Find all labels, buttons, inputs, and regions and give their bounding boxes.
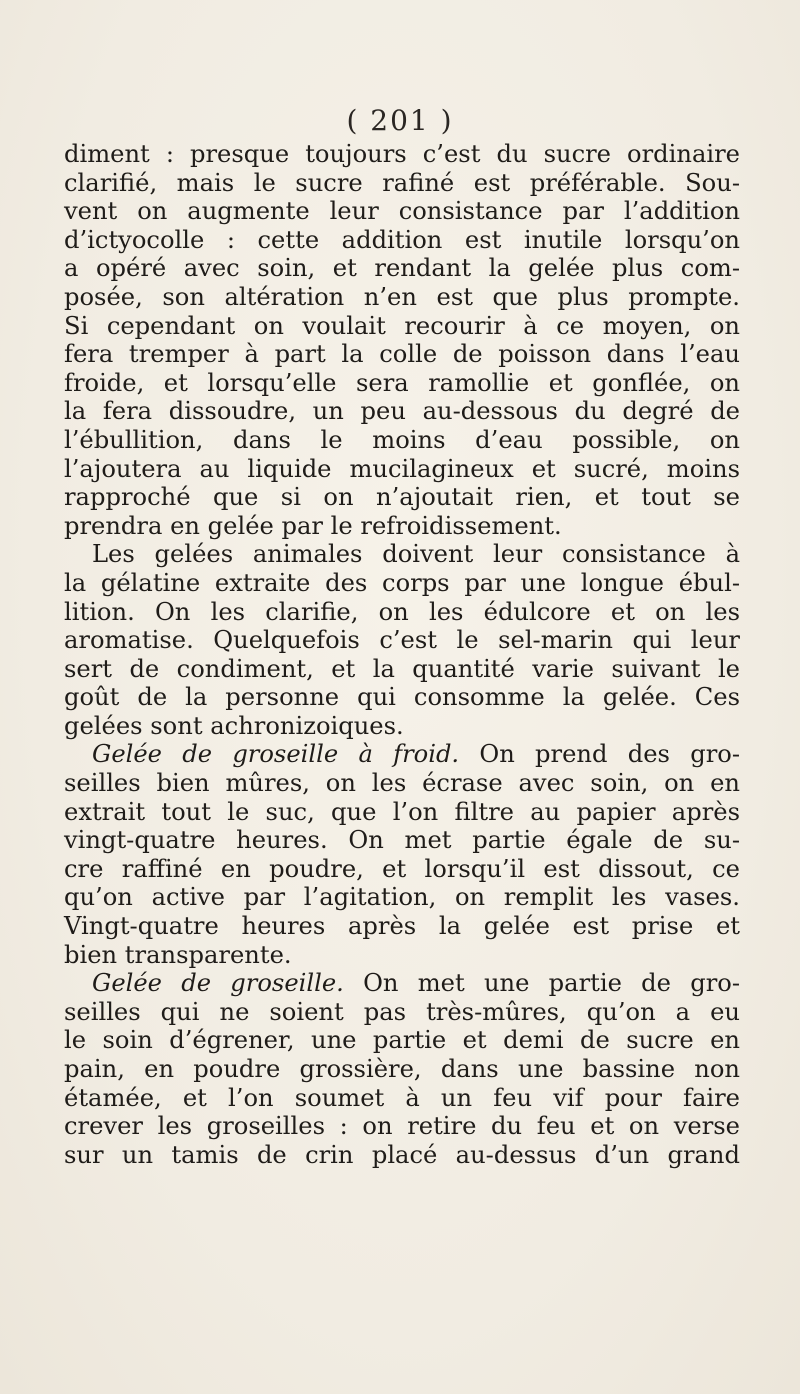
body-text	[64, 140, 740, 1169]
text-line: lition. On les clarifie, on les édulcore et on les	[64, 597, 740, 626]
text-line: l’ajoutera au liquide mucilagineux et sucré, moins	[64, 454, 740, 483]
text-line: vingt-quatre heures. On met partie égale de su-	[64, 826, 740, 855]
text-line: cre raffiné en poudre, et lorsqu’il est dissout, ce	[64, 854, 740, 883]
text-line: rapproché que si on n’ajoutait rien, et tout se	[64, 483, 740, 512]
text-line: seilles qui ne soient pas très-mûres, qu’on a eu	[64, 997, 740, 1026]
paragraph-start-line: Les gelées animales doivent leur consistance à	[92, 540, 740, 569]
recipe-heading-line: Gelée de groseille à froid. On prend des gro-	[92, 740, 741, 769]
text-line: goût de la personne qui consomme la gelée. Ces	[64, 683, 740, 712]
text-line: sert de condiment, et la quantité varie suivant le	[64, 654, 740, 683]
text-line: Vingt-quatre heures après la gelée est prise et	[64, 912, 740, 941]
text-line: crever les groseilles : on retire du feu et on verse	[64, 1112, 740, 1141]
text-line: étamée, et l’on soumet à un feu vif pour faire	[64, 1083, 740, 1112]
text-line: la gélatine extraite des corps par une longue ébul-	[64, 568, 740, 597]
text-line: vent on augmente leur consistance par l’addition	[64, 197, 740, 226]
text-line: Si cependant on voulait recourir à ce moyen, on	[64, 311, 740, 340]
text-line: clarifié, mais le sucre rafiné est préférable. Sou-	[64, 168, 740, 197]
text-line: la fera dissoudre, un peu au-dessous du degré de	[64, 397, 740, 426]
text-line: extrait tout le suc, que l’on filtre au papier après	[64, 797, 740, 826]
text-line: le soin d’égrener, une partie et demi de sucre en	[64, 1026, 740, 1055]
text-line: posée, son altération n’en est que plus prompte.	[64, 282, 740, 311]
text-line: prendra en gelée par le refroidissement.	[64, 511, 562, 540]
text-line: diment : presque toujours c’est du sucre ordinaire	[64, 140, 740, 168]
text-line: gelées sont achronizoiques.	[64, 711, 404, 740]
recipe-heading-line: Gelée de groseille. On met une partie de gro-	[92, 969, 740, 998]
recipe-title: Gelée de groseille.	[92, 969, 344, 998]
text-line: a opéré avec soin, et rendant la gelée plus com-	[64, 254, 740, 283]
text-line: d’ictyocolle : cette addition est inutile lorsqu’on	[64, 225, 740, 254]
text-line: bien transparente.	[64, 940, 292, 969]
text-line: qu’on active par l’agitation, on remplit les vases.	[64, 883, 740, 912]
text-line: seilles bien mûres, on les écrase avec soin, on en	[64, 769, 740, 798]
text-line: froide, et lorsqu’elle sera ramollie et gonflée, on	[64, 368, 740, 397]
recipe-title: Gelée de groseille à froid.	[92, 740, 460, 769]
text-line: sur un tamis de crin placé au-dessus d’un grand	[64, 1140, 740, 1169]
text-line: pain, en poudre grossière, dans une bassine non	[64, 1055, 740, 1083]
page-number: ( 201 )	[346, 104, 454, 137]
text-line: l’ébullition, dans le moins d’eau possible, on	[64, 425, 740, 454]
text-line: aromatise. Quelquefois c’est le sel-marin qui leur	[64, 626, 740, 655]
text-line: fera tremper à part la colle de poisson dans l’eau	[64, 340, 740, 369]
